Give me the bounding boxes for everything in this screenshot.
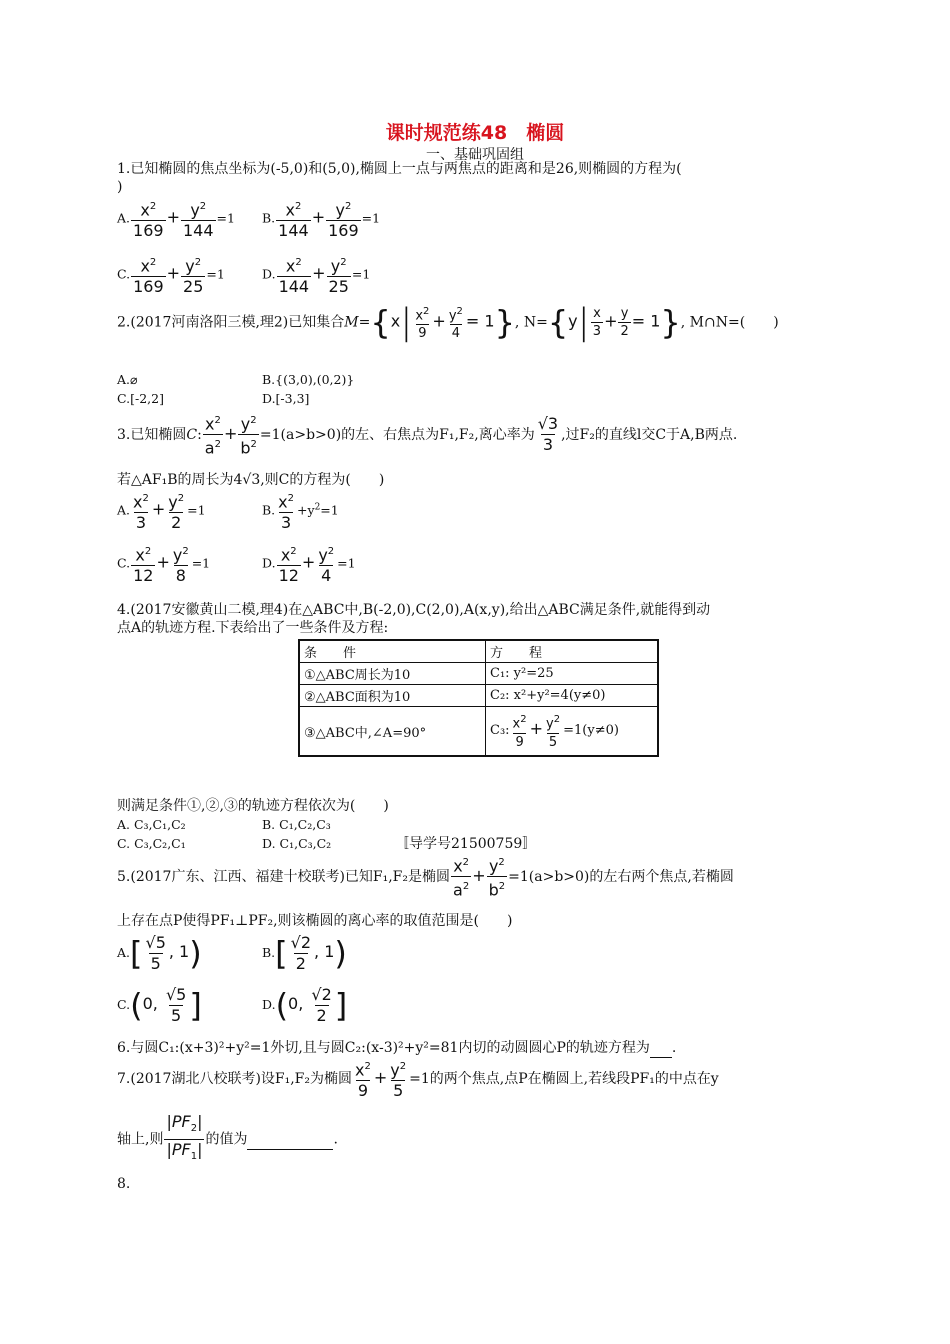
- q3-option-c: C. $\frac{x^2}{12}$ + $\frac{y^2}{8}$ =1: [117, 545, 211, 586]
- table-cell: C₂: x²+y²=4(y≠0): [486, 685, 659, 707]
- q3-option-a: A. $\frac{x^2}{3}$ + $\frac{y^2}{2}$ =1: [117, 492, 206, 533]
- table-cell: ②△ABC面积为10: [299, 685, 486, 707]
- table-row: [299, 663, 658, 685]
- q1-text-tail: ): [117, 179, 123, 195]
- q4-line2: 点A的轨迹方程.下表给出了一些条件及方程:: [117, 620, 389, 636]
- q7-line2: 轴上,则 $\frac{|PF_2|}{|PF_1|}$ 的值为 .: [117, 1113, 338, 1166]
- table-cell: C₁: y²=25: [486, 663, 659, 685]
- table-cell-equation: C₃: $\frac{x^2}{9}$ + $\frac{y^2}{5}$ =1(y≠0): [486, 707, 659, 757]
- section-heading: 一、基础巩固组: [426, 147, 524, 163]
- q3-line2: 若△AF₁B的周长为4√3,则C的方程为( ): [117, 472, 385, 488]
- table-row: [299, 685, 658, 707]
- q2-line: 2.(2017河南洛阳三模,理2)已知集合M={x| $\frac{x^2}{9}$ + $\frac{y^2}{4}$ = 1}, N={y| $\frac{x}{3}$ + $\frac{y}{2}$ = 1}, M∩N=( ): [117, 301, 779, 343]
- q3-line1: 3.已知椭圆C: $\frac{x^2}{a^2}$ + $\frac{y^2}{b^2}$ =1(a>b>0)的左、右焦点为F₁,F₂,离心率为 $\frac{√3}{3}$ ,过F₂的直线l交C于A,B两点.: [117, 414, 738, 458]
- q2-option-c: C.[-2,2]: [117, 391, 164, 406]
- q5-line1: 5.(2017广东、江西、福建十校联考)已知F₁,F₂是椭圆 $\frac{x^2}{a^2}$ + $\frac{y^2}{b^2}$ =1(a>b>0)的左右两个焦点,若椭圆: [117, 856, 734, 900]
- table-header-cell: 方 程: [486, 640, 659, 663]
- q8-label: 8.: [117, 1176, 131, 1192]
- q1-text: 1.已知椭圆的焦点坐标为(-5,0)和(5,0),椭圆上一点与两焦点的距离和是26,则椭圆的方程为(: [117, 161, 682, 177]
- answer-blank[interactable]: [247, 1131, 333, 1150]
- q3-option-b: B. $\frac{x^2}{3}$ $+y^2=1$: [262, 492, 339, 533]
- q2-option-b: B.{(3,0),(0,2)}: [262, 372, 355, 387]
- q1-option-c: C. $\frac{x^2}{169}$ + $\frac{y^2}{25}$ =1: [117, 256, 225, 297]
- q4-option-c: C. C₃,C₂,C₁: [117, 836, 186, 851]
- answer-blank[interactable]: [650, 1039, 672, 1058]
- q1-option-b: B. $\frac{x^2}{144}$ + $\frac{y^2}{169}$ =1: [262, 200, 381, 241]
- q4-line1: 4.(2017安徽黄山二模,理4)在△ABC中,B(-2,0),C(2,0),A(x,y),给出△ABC满足条件,就能得到动: [117, 602, 711, 618]
- table-cell: ③△ABC中,∠A=90°: [299, 707, 486, 757]
- table-row: [299, 707, 658, 757]
- q1-option-d: D. $\frac{x^2}{144}$ + $\frac{y^2}{25}$ =1: [262, 256, 371, 297]
- q5-option-d: D.(0, $\frac{√2}{2}$ ]: [262, 985, 348, 1025]
- q4-option-b: B. C₁,C₂,C₃: [262, 817, 331, 832]
- q4-option-a: A. C₃,C₁,C₂: [117, 817, 186, 832]
- q7-line1: 7.(2017湖北八校联考)设F₁,F₂为椭圆 $\frac{x^2}{9}$ + $\frac{y^2}{5}$ =1的两个焦点,点P在椭圆上,若线段PF₁的中点在y: [117, 1060, 719, 1101]
- q4-option-d: D. C₁,C₃,C₂: [262, 836, 332, 851]
- table-cell: ①△ABC周长为10: [299, 663, 486, 685]
- reference-number: 〚导学号21500759〛: [395, 836, 537, 852]
- q4-question: 则满足条件①,②,③的轨迹方程依次为( ): [117, 798, 389, 814]
- q5-option-a: A.[ $\frac{√5}{5}$ , 1): [117, 933, 202, 973]
- q3-option-d: D. $\frac{x^2}{12}$ + $\frac{y^2}{4}$ =1: [262, 545, 356, 586]
- q2-option-d: D.[-3,3]: [262, 391, 310, 406]
- conditions-table: [298, 639, 659, 757]
- q5-line2: 上存在点P使得PF₁⊥PF₂,则该椭圆的离心率的取值范围是( ): [117, 913, 513, 929]
- q1-option-a: A. $\frac{x^2}{169}$ + $\frac{y^2}{144}$ =1: [117, 200, 235, 241]
- q5-option-c: C.(0, $\frac{√5}{5}$ ]: [117, 985, 202, 1025]
- page-title: 课时规范练48 椭圆: [385, 122, 565, 144]
- table-header-cell: 条 件: [299, 640, 486, 663]
- q5-option-b: B.[ $\frac{√2}{2}$ , 1): [262, 933, 347, 973]
- q6-line: 6.与圆C₁:(x+3)²+y²=1外切,且与圆C₂:(x-3)²+y²=81内切的动圆圆心P的轨迹方程为 .: [117, 1040, 677, 1056]
- q2-option-a: A.⌀: [117, 372, 138, 387]
- table-header-row: [299, 640, 658, 663]
